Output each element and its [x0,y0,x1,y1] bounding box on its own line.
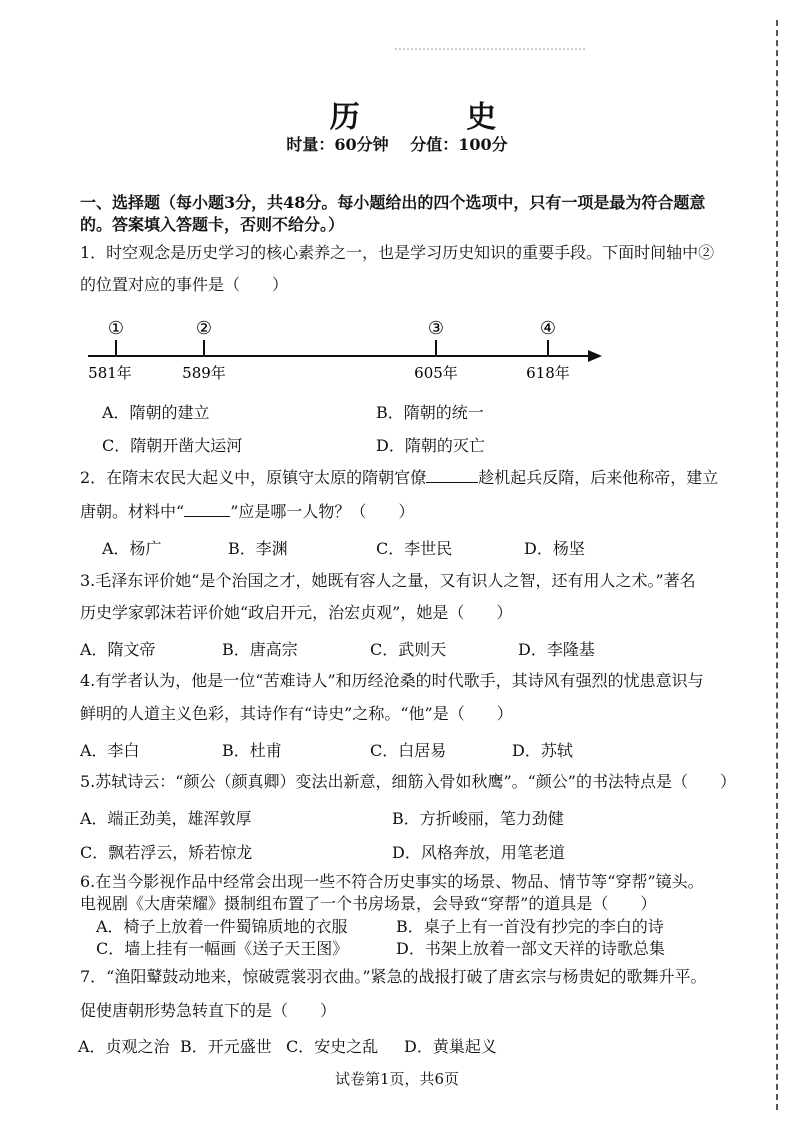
q2-stem-line1 [80,466,718,489]
q7-stem-line2: 促使唐朝形势急转直下的是（ ） [80,1001,337,1020]
timeline-marker-1: ① [107,318,125,339]
timeline-marker-4: ④ [539,318,557,339]
timeline-year-1: 581年 [88,364,132,382]
scan-artifact [395,48,585,54]
section-intro-line2: 的。答案填入答题卡，否则不给分。） [80,215,345,234]
timeline-arrow [588,350,602,362]
section-intro-line1: 一、选择题（每小题3分，共48分。每小题给出的四个选项中，只有一项是最为符合题意 [80,193,706,212]
q1-stem-line1: 1．时空观念是历史学习的核心素养之一，也是学习历史知识的重要手段。下面时间轴中② [80,243,715,262]
q1-option-d: D．隋朝的灭亡 [376,436,485,455]
time-limit: 时量：60分钟 [286,135,389,154]
q5-option-a: A．端正劲美，雄浑敦厚 [80,809,252,828]
q5-option-b: B．方折峻丽，笔力劲健 [392,809,564,828]
q4-stem-line2: 鲜明的人道主义色彩，其诗作有“诗史”之称。“他”是（ ） [80,704,513,723]
q1-option-c: C．隋朝开凿大运河 [102,436,243,455]
q7-option-a: A．贞观之治 [78,1037,170,1056]
q5-option-c: C．飘若浮云，矫若惊龙 [80,843,253,862]
page-title: 历 史 [329,100,545,135]
q2-text-a: 2．在隋末农民大起义中，原镇守太原的隋朝官僚 [80,468,427,487]
binding-line [776,20,778,1110]
q2-text-c: 唐朝。材料中“ [80,502,185,521]
q2-blank-2 [184,500,230,517]
q2-option-d: D．杨坚 [524,539,585,558]
q3-option-a: A．隋文帝 [80,640,156,659]
q2-option-b: B．李渊 [228,539,288,558]
exam-info [0,132,794,155]
q6-option-d: D．书架上放着一部文天祥的诗歌总集 [396,939,665,958]
q3-option-d: D．李隆基 [518,640,595,659]
q2-text-b: 趁机起兵反隋，后来他称帝，建立 [478,468,719,487]
q6-stem-line2: 电视剧《大唐荣耀》摄制组布置了一个书房场景，会导致“穿帮”的道具是（ ） [80,894,657,913]
timeline-year-4: 618年 [526,364,570,382]
page-footer: 试卷第1页，共6页 [334,1070,460,1088]
q1-option-a: A．隋朝的建立 [102,403,210,422]
q3-stem-line2: 历史学家郭沫若评价她“政启开元，治宏贞观”，她是（ ） [80,603,513,622]
q4-option-b: B．杜甫 [222,741,282,760]
q6-option-a: A．椅子上放着一件蜀锦质地的衣服 [96,917,348,936]
timeline-marker-3: ③ [427,318,445,339]
q2-blank-1 [426,466,478,483]
timeline-year-3: 605年 [414,364,458,382]
q2-option-a: A．杨广 [102,539,162,558]
q5-option-d: D．风格奔放，用笔老道 [392,843,565,862]
q6-option-c: C．墙上挂有一幅画《送子天王图》 [96,939,349,958]
q3-option-c: C．武则天 [370,640,447,659]
timeline-diagram [80,312,620,382]
q7-stem-line1: 7．“渔阳鼙鼓动地来，惊破霓裳羽衣曲。”紧急的战报打破了唐玄宗与杨贵妃的歌舞升平。 [80,967,707,986]
q2-text-d: ”应是哪一人物？（ ） [230,502,415,521]
q2-option-c: C．李世民 [376,539,453,558]
q4-option-d: D．苏轼 [512,741,573,760]
q7-option-d: D．黄巢起义 [404,1037,497,1056]
q5-stem-line1: 5.苏轼诗云：“颜公（颜真卿）变法出新意，细筋入骨如秋鹰”。“颜公”的书法特点是（ ） [80,772,736,791]
q7-option-b: B．开元盛世 [180,1037,272,1056]
timeline-marker-2: ② [195,318,213,339]
timeline-year-2: 589年 [182,364,226,382]
q4-option-c: C．白居易 [370,741,447,760]
q3-stem-line1: 3.毛泽东评价她“是个治国之才，她既有容人之量，又有识人之智，还有用人之术。”著名 [80,571,696,590]
q7-option-c: C．安史之乱 [286,1037,379,1056]
q2-stem-line2 [80,500,414,523]
q6-stem-line1: 6.在当今影视作品中经常会出现一些不符合历史事实的场景、物品、情节等“穿帮”镜头。 [80,872,704,891]
total-score: 分值：100分 [410,135,508,154]
q6-option-b: B．桌子上有一首没有抄完的李白的诗 [396,917,664,936]
q3-option-b: B．唐高宗 [222,640,298,659]
q4-stem-line1: 4.有学者认为，他是一位“苦难诗人”和历经沧桑的时代歌手，其诗风有强烈的忧患意识与 [80,671,704,690]
q1-stem-line2: 的位置对应的事件是（ ） [80,275,289,294]
q1-option-b: B．隋朝的统一 [376,403,484,422]
q4-option-a: A．李白 [80,741,140,760]
